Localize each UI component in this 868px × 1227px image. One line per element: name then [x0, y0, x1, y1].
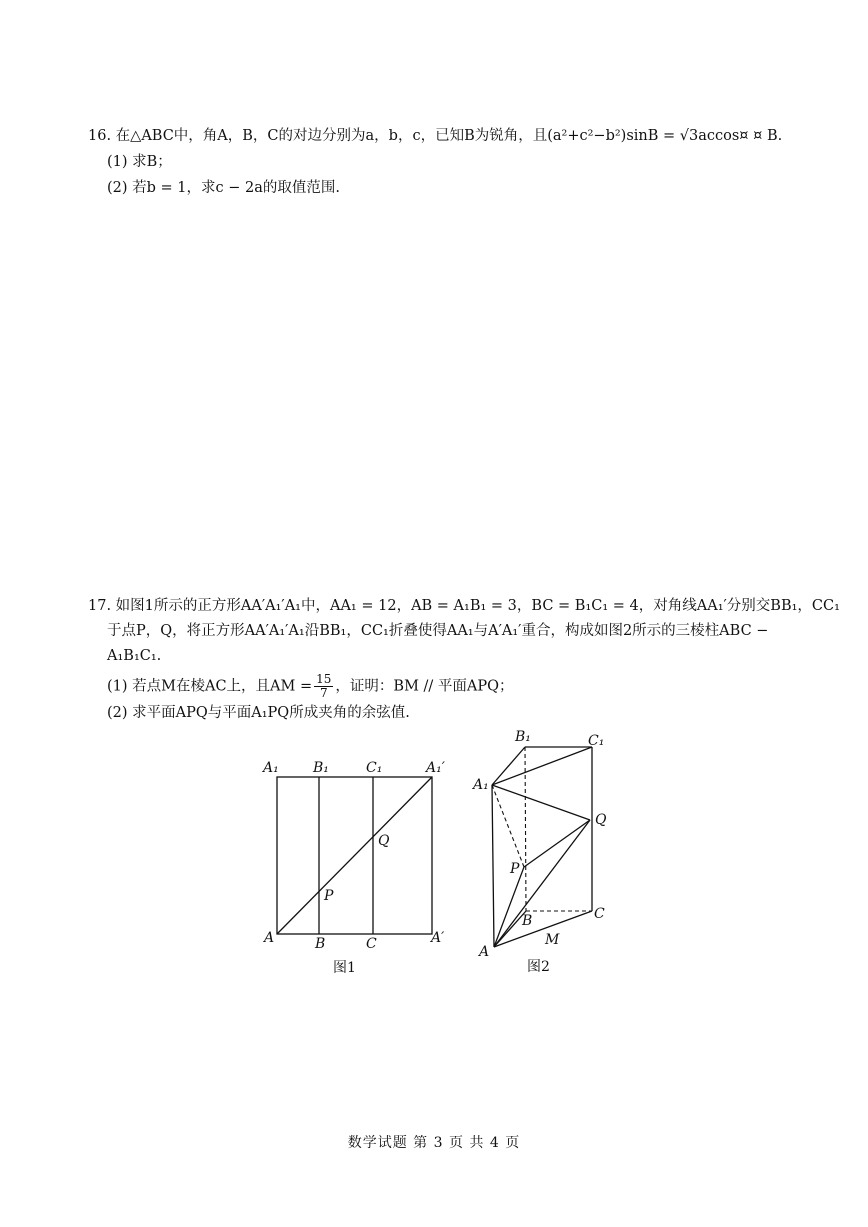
label-Q: Q: [595, 812, 607, 828]
label-B1: B₁: [313, 760, 329, 776]
label-A: A: [479, 944, 490, 960]
label-A1: A₁: [263, 760, 279, 776]
edge-a1-a: [492, 785, 494, 947]
edge-a-q: [494, 820, 590, 947]
fraction: [314, 673, 333, 700]
label-C1: C₁: [588, 733, 605, 749]
problem17-line3: A₁B₁C₁.: [107, 648, 162, 664]
problem17-part1: [107, 673, 514, 700]
edge-a1-q: [492, 785, 590, 820]
problem17-part1-after: ，证明：BM // 平面APQ；: [335, 678, 514, 695]
edge-a-p: [494, 867, 524, 947]
label-P: P: [510, 861, 520, 877]
edge-a1-p-hidden: [492, 785, 524, 867]
edge-q-p: [524, 820, 590, 867]
label-A1p: A₁′: [426, 760, 445, 776]
fraction-denominator: 7: [319, 686, 328, 700]
fraction-numerator: 15: [316, 672, 332, 686]
label-Ap: A′: [431, 930, 445, 946]
problem17-part2: (2) 求平面APQ与平面A₁PQ所成夹角的余弦值.: [107, 705, 410, 721]
figure2-diagram: [470, 725, 620, 980]
figure1-diagram: [255, 752, 455, 982]
diagonal-aa1p: [277, 777, 432, 934]
problem17-line2: 于点P，Q，将正方形AA′A₁′A₁沿BB₁，CC₁折叠使得AA₁与A′A₁′重合，构成如图2所示的三棱柱ABC −: [107, 623, 769, 639]
label-M: M: [545, 932, 560, 948]
label-B: B: [315, 936, 326, 952]
label-B1: B₁: [515, 729, 531, 745]
edge-a-c: [494, 911, 592, 947]
problem16-stem: 16. 在△ABC中，角A，B，C的对边分别为a，b，c，已知B为锐角，且(a²+c²−b²)sinB = √3accos¤ ¤ B.: [88, 128, 783, 144]
figure2-caption: 图2: [527, 959, 550, 975]
label-A: A: [264, 930, 275, 946]
edge-a1-c1: [492, 747, 592, 785]
label-C: C: [366, 936, 377, 952]
figure1-caption: 图1: [333, 960, 356, 976]
label-Q: Q: [378, 833, 390, 849]
label-C: C: [594, 906, 605, 922]
problem16-part1: (1) 求B；: [107, 154, 172, 170]
problem17-line1: 17. 如图1所示的正方形AA′A₁′A₁中，AA₁ = 12，AB = A₁B₁ = 3，BC = B₁C₁ = 4，对角线AA₁′分别交BB₁，CC₁: [88, 598, 840, 614]
label-C1: C₁: [366, 760, 383, 776]
label-A1: A₁: [473, 777, 489, 793]
problem16-part2: (2) 若b = 1，求c − 2a的取值范围.: [107, 180, 340, 196]
label-B: B: [522, 913, 533, 929]
label-P: P: [324, 888, 334, 904]
page-footer: 数学试题 第 3 页 共 4 页: [347, 1135, 521, 1151]
problem17-part1-before: (1) 若点M在棱AC上，且AM =: [107, 678, 313, 695]
